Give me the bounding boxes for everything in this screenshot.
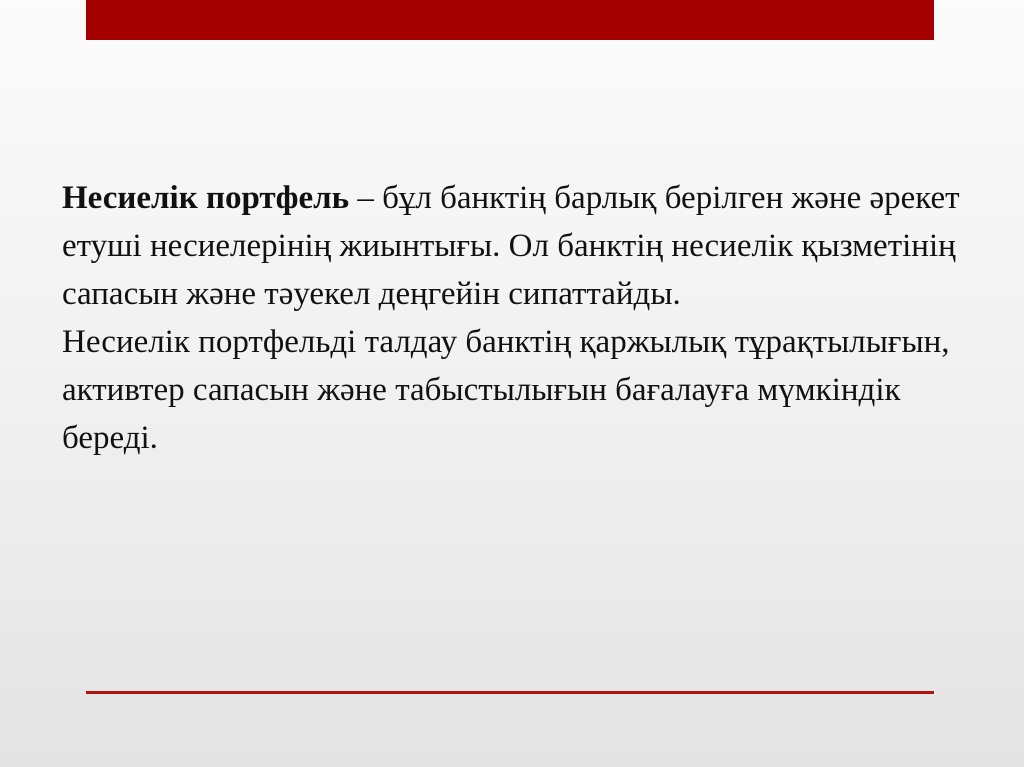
top-accent-bar: [86, 0, 934, 40]
definition-paragraph: [62, 174, 962, 318]
bottom-divider-line: [86, 691, 934, 694]
term-bold: Несиелік портфель: [62, 180, 350, 216]
definition-text: – бұл банктің барлық берілген және әрекет етуші несиелерінің жиынтығы. Ол банктің несиелік қызметінің сапасын және тәуекел деңгейін сипаттайды.: [62, 180, 960, 312]
slide-body-text: [62, 174, 962, 462]
analysis-paragraph: Несиелік портфельді талдау банктің қаржылық тұрақтылығын, активтер сапасын және табыстылығын бағалауға мүмкіндік береді.: [62, 324, 950, 456]
